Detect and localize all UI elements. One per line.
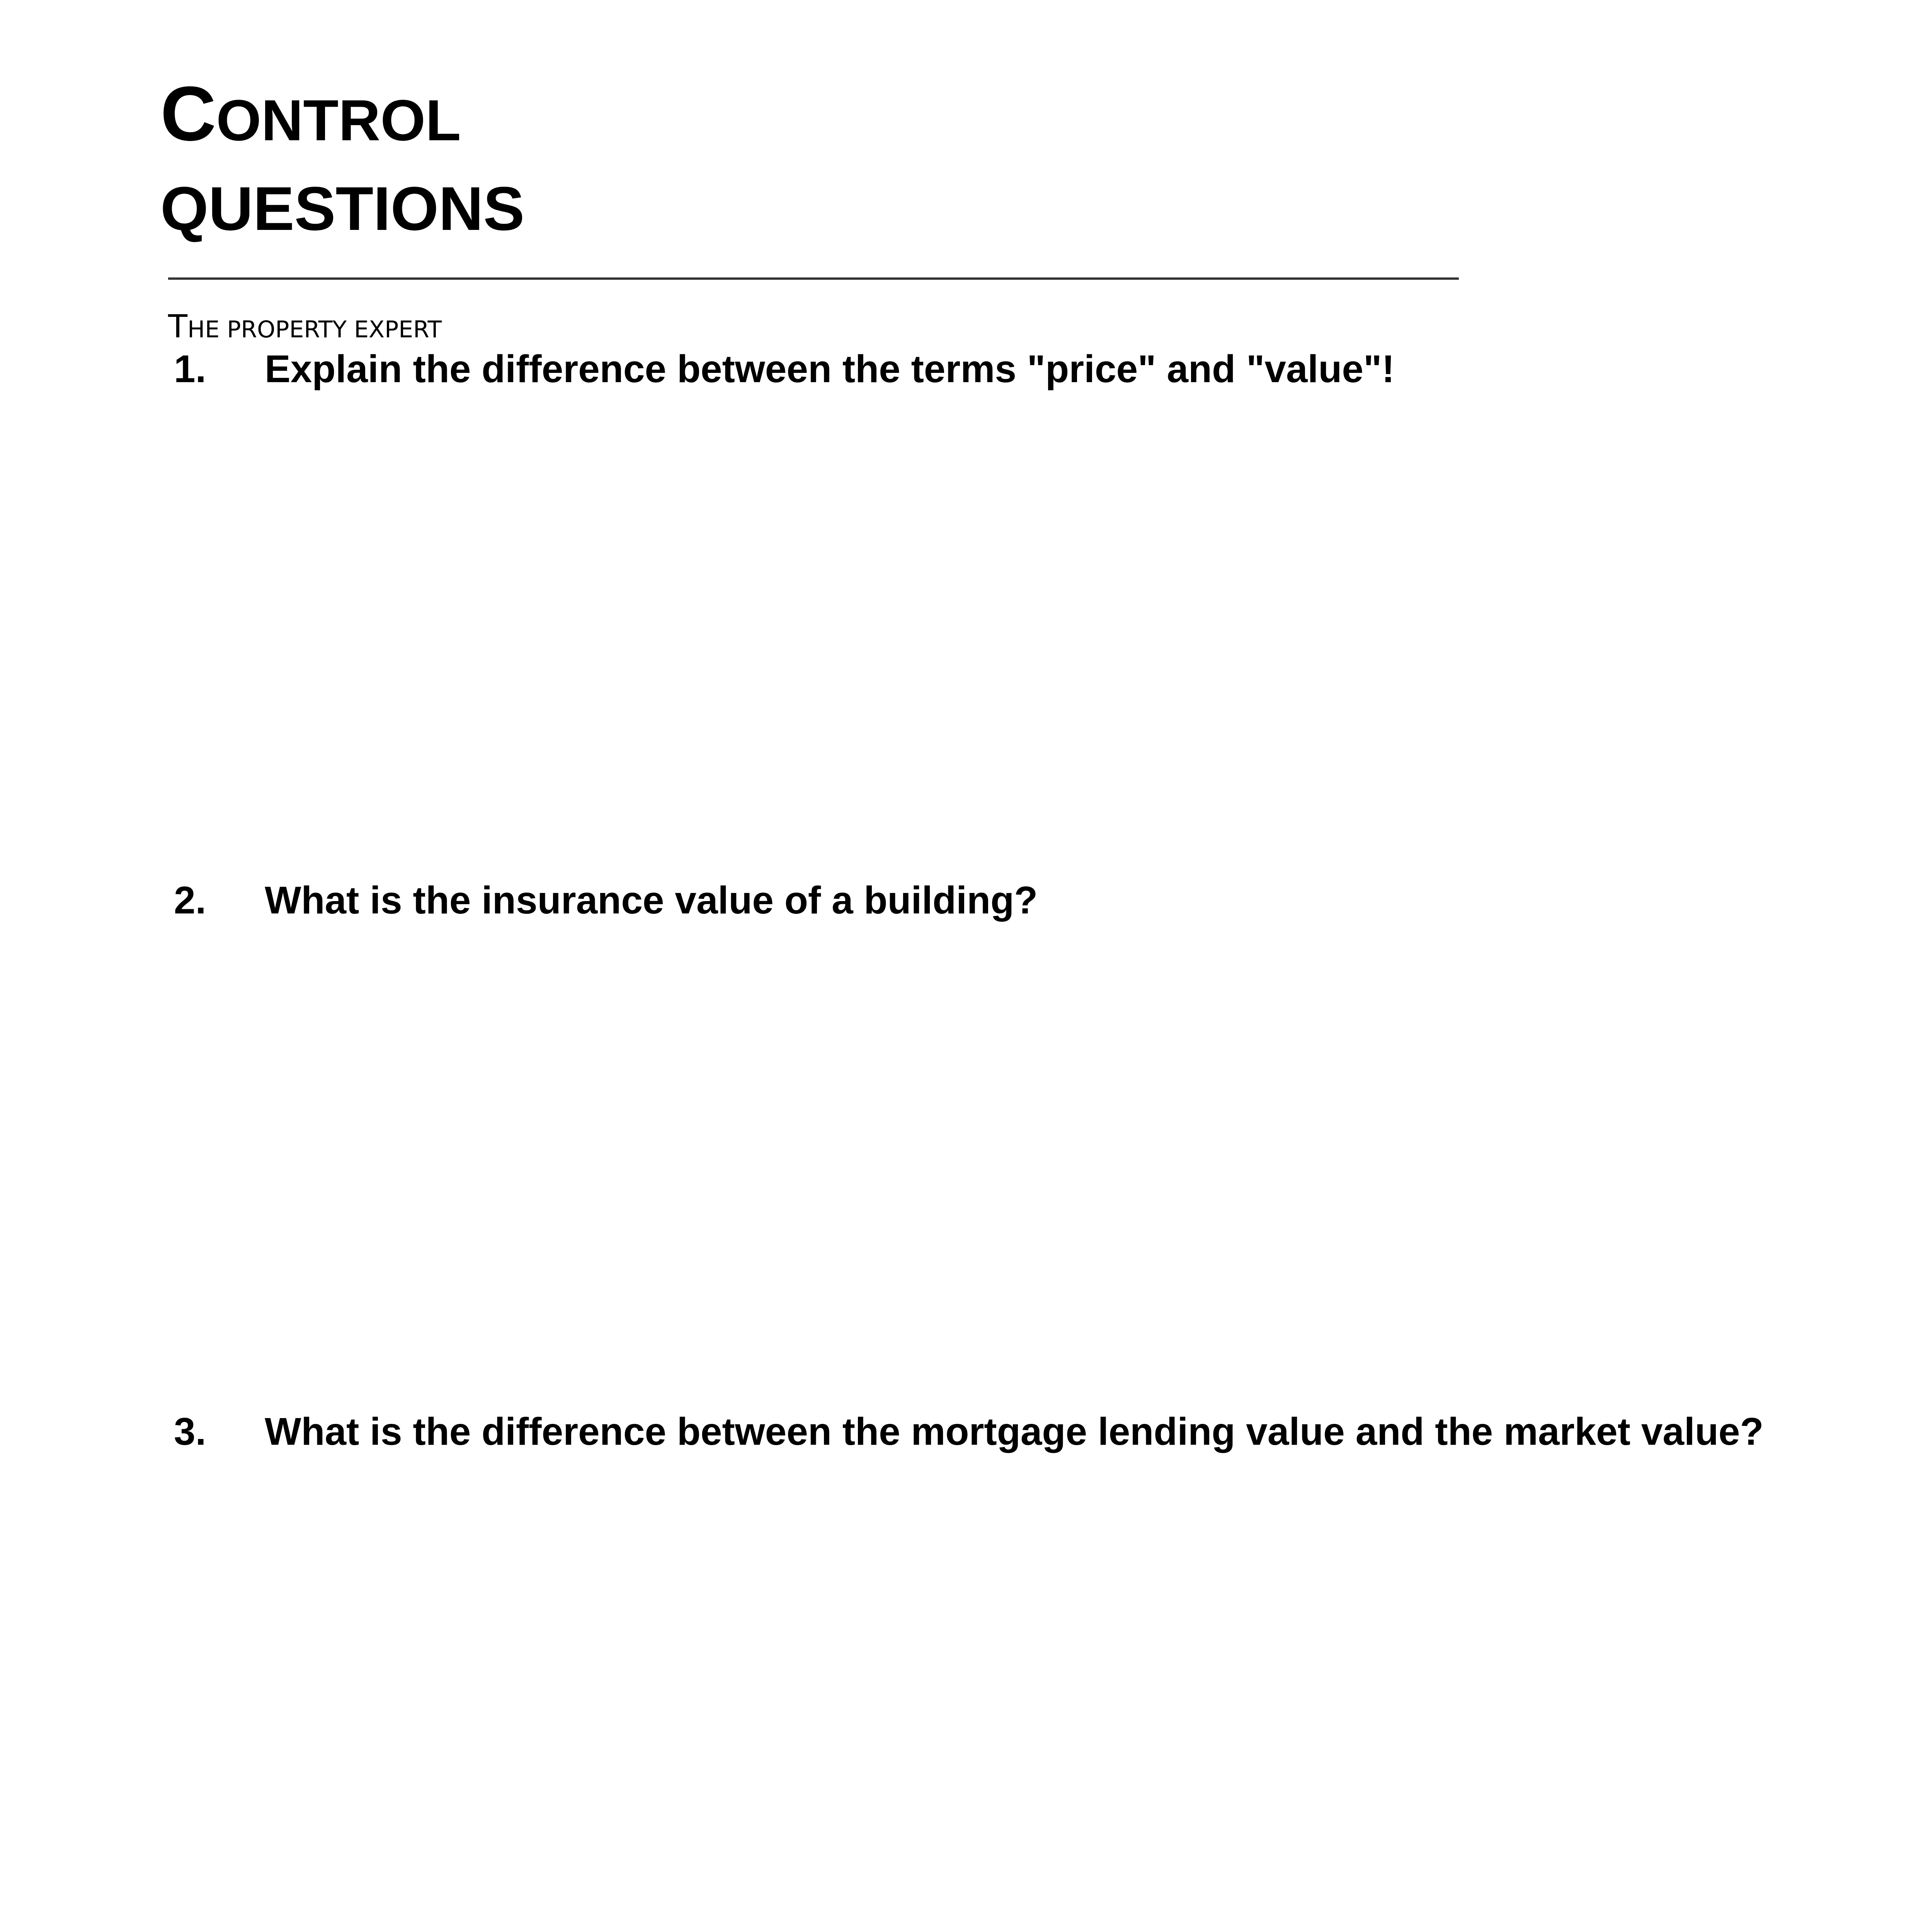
question-number: 2. (174, 879, 206, 922)
question-2 (174, 881, 1038, 920)
question-1 (174, 347, 1395, 391)
question-number: 1. (174, 347, 206, 391)
section-subtitle-initial: T (168, 308, 188, 345)
page-title-line2: QUESTIONS (160, 174, 525, 243)
section-subtitle (168, 308, 442, 345)
question-number: 3. (174, 1410, 206, 1453)
section-subtitle-rest: HE PROPERTY EXPERT (187, 316, 442, 343)
page-title-rest: ONTROL (216, 88, 461, 153)
question-text: What is the insurance value of a building? (265, 879, 1038, 922)
question-text: Explain the difference between the terms "price" and "value"! (265, 347, 1395, 391)
question-3 (174, 1412, 1764, 1451)
question-text: What is the difference between the mortgage lending value and the market value? (265, 1410, 1764, 1453)
header-divider (168, 277, 1459, 280)
page-title (160, 71, 461, 157)
page-title-initial: C (160, 71, 216, 157)
